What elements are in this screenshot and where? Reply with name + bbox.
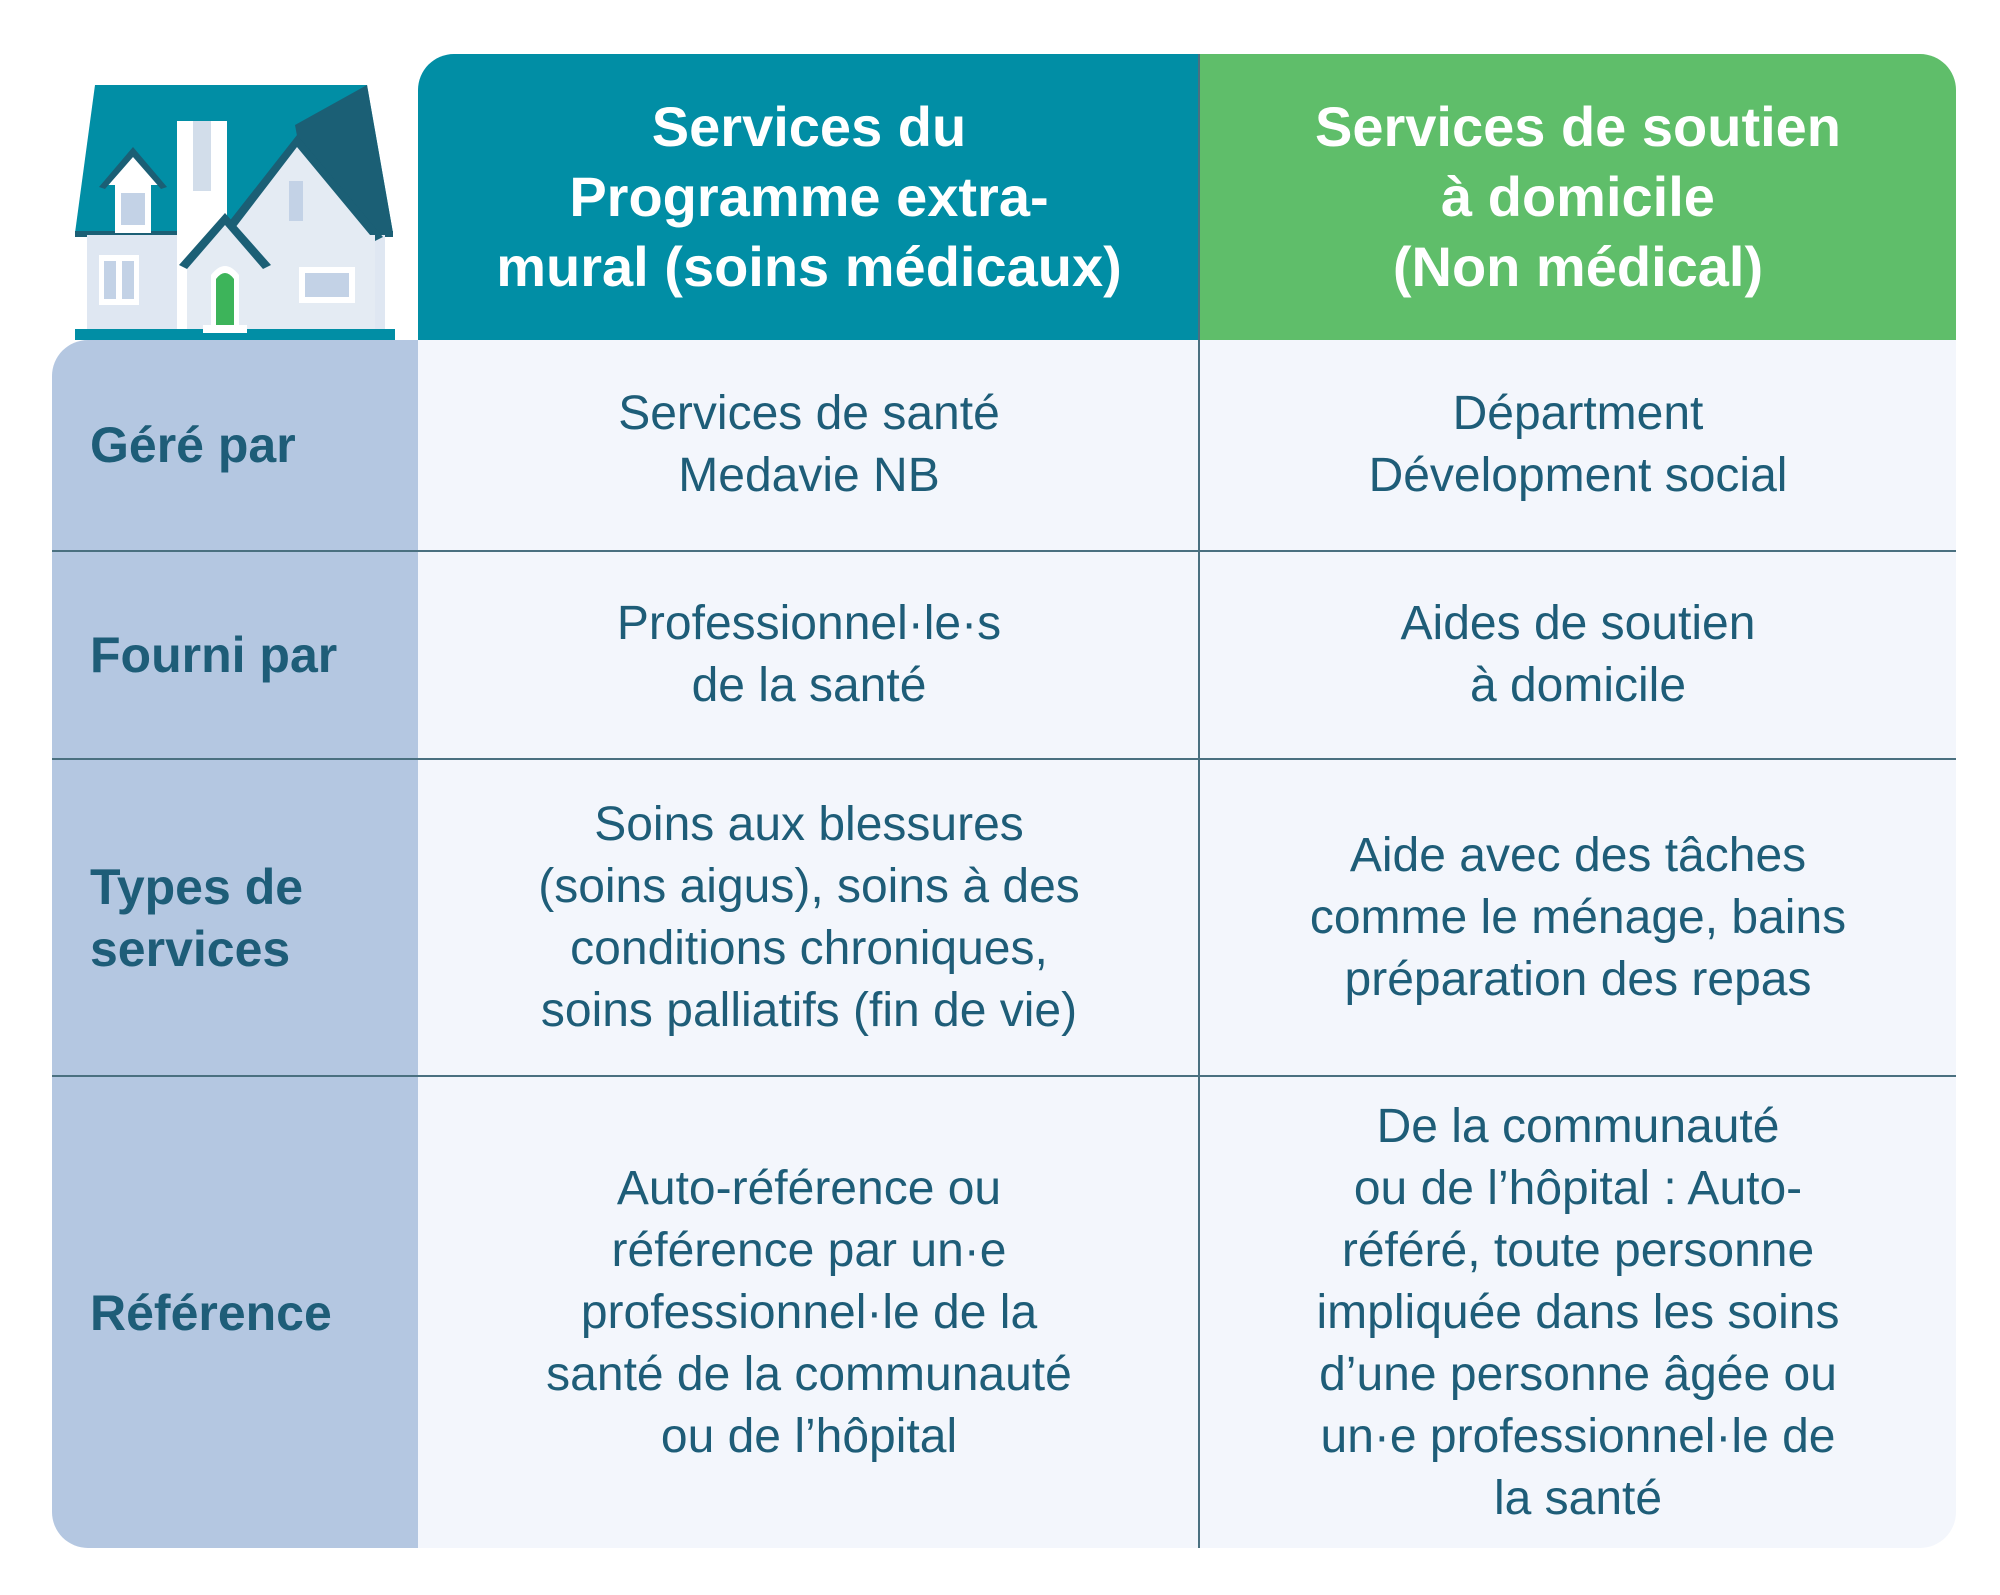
row-label: Fourni par [90, 627, 338, 683]
row-label: Géré par [90, 417, 296, 473]
table-cell: Services de santé Medavie NB [618, 387, 1000, 502]
table-cell: Professionnel·le·s de la santé [616, 597, 1002, 712]
table-row-provided-by [52, 552, 1956, 758]
row-label: Types de services [90, 858, 304, 977]
header-home-support-title: Services de soutien à domicile (Non médical) [1314, 95, 1841, 298]
header-extra-mural-title: Services du Programme extra- mural (soins médicaux) [496, 95, 1122, 298]
table-cell: Aides de soutien à domicile [1400, 597, 1756, 712]
table-cell: Départment Dévelopment social [1368, 387, 1788, 502]
table-cell: Soins aux blessures (soins aigus), soins à des conditions chroniques, soins palliatifs (fin de vie) [538, 797, 1080, 1037]
house-icon [75, 85, 395, 340]
table-row-service-types [52, 760, 1956, 1075]
header-extra-mural [418, 54, 1200, 340]
header-home-support [1200, 54, 1956, 340]
table-row-managed-by [52, 340, 1956, 550]
table-cell: De la communauté ou de l’hôpital : Auto- référé, toute personne impliquée dans les soins d’une personne âgée ou un·e professionnel·le de la santé [1316, 1099, 1840, 1525]
row-label: Référence [90, 1284, 332, 1341]
table-cell: Aide avec des tâches comme le ménage, bains préparation des repas [1309, 828, 1847, 1006]
table-cell: Auto-référence ou référence par un·e professionnel·le de la santé de la communauté ou de l’hôpital [546, 1161, 1072, 1463]
table-row-referral [52, 1077, 1956, 1548]
